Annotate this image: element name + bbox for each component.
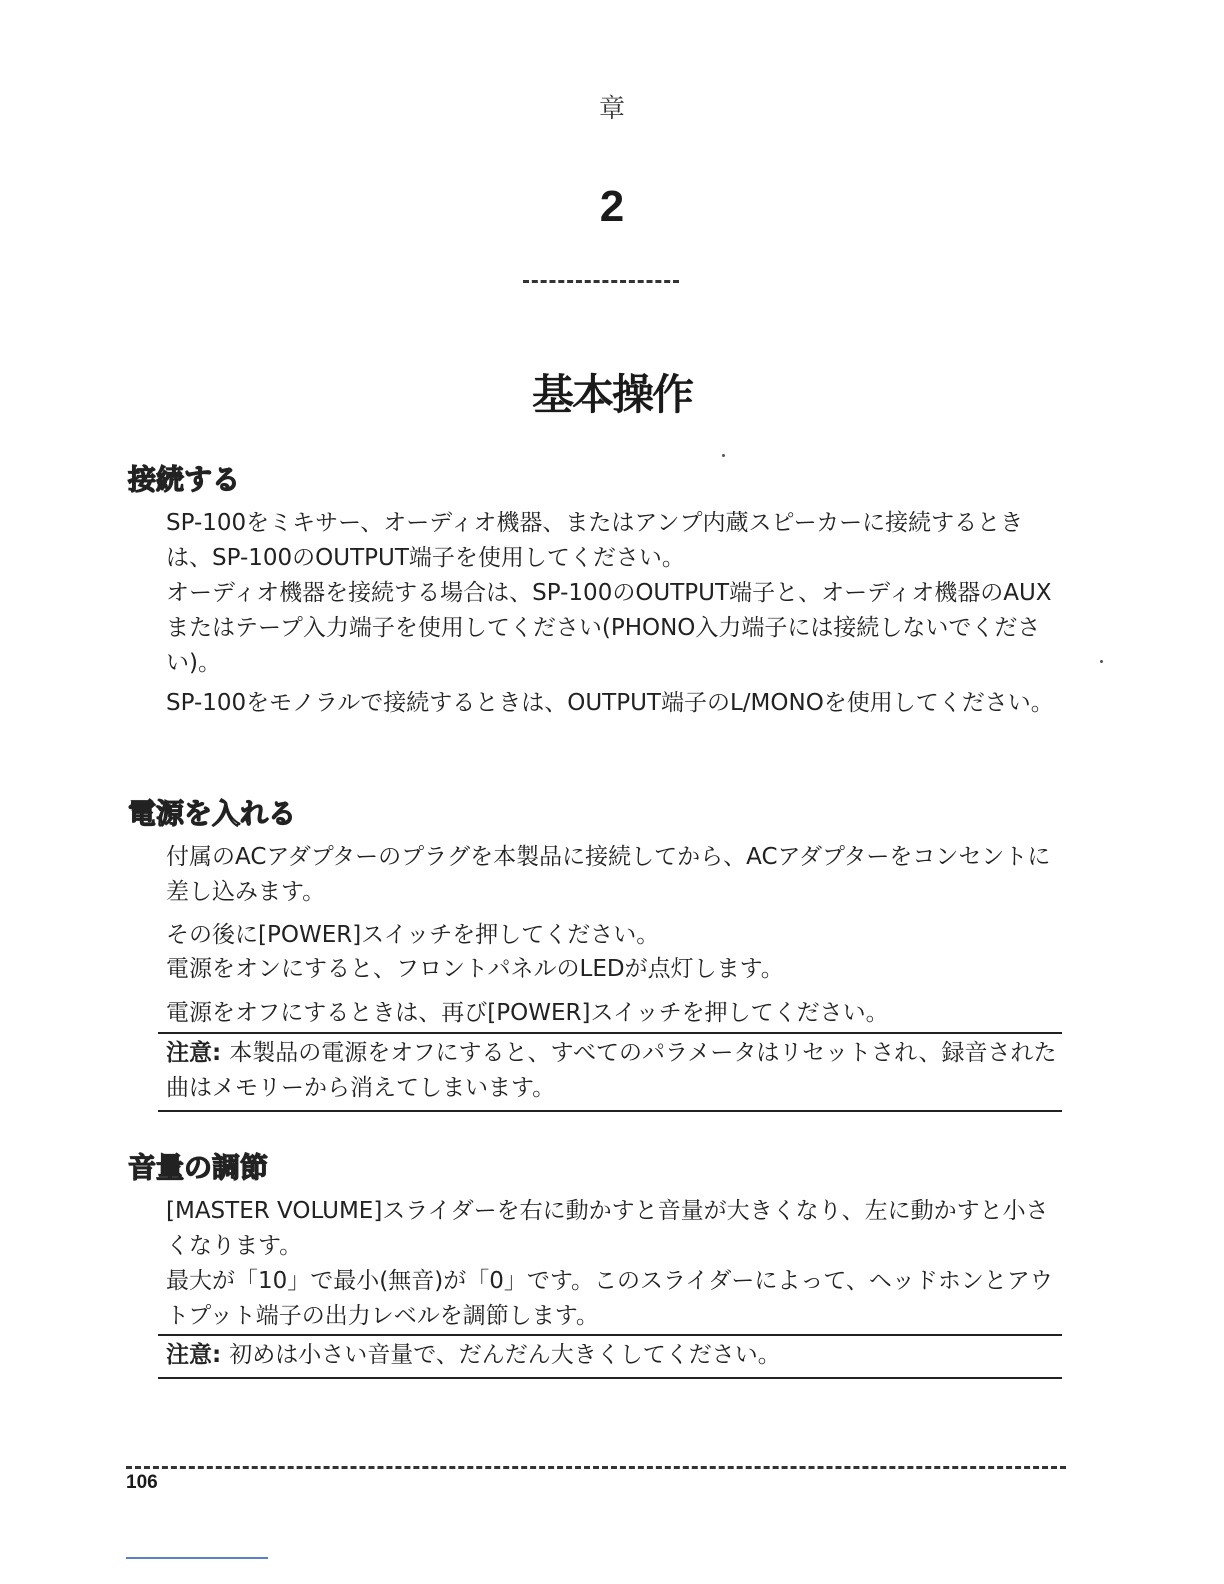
chapter-number: 2: [599, 182, 625, 231]
paragraph-connect-3: SP-100をモノラルで接続するときは、OUTPUT端子のL/MONOを使用してください。: [166, 690, 1054, 716]
paragraph-power-3: 電源をオンにすると、フロントパネルのLEDが点灯します。: [166, 956, 784, 982]
section-heading-power: 電源を入れる: [128, 797, 297, 830]
note-text: 初めは小さい音量で、だんだん大きくしてください。: [229, 1342, 781, 1368]
paragraph-connect-1: SP-100をミキサー、オーディオ機器、またはアンプ内蔵スピーカーに接続するときは、SP-100のOUTPUT端子を使用してください。: [166, 510, 1024, 571]
scan-speck: [1100, 660, 1103, 663]
scan-speck: [722, 454, 725, 457]
paragraph-power-4: 電源をオフにするときは、再び[POWER]スイッチを押してください。: [166, 1000, 889, 1026]
paragraph-volume-1: [MASTER VOLUME]スライダーを右に動かすと音量が大きくなり、左に動かすと小さくなります。: [166, 1198, 1049, 1259]
note-label: 注意:: [166, 1040, 222, 1066]
note-text: 本製品の電源をオフにすると、すべてのパラメータはリセットされ、録音された曲はメモリーから消えてしまいます。: [166, 1040, 1057, 1101]
paragraph-volume-2: 最大が「10」で最小(無音)が「0」です。このスライダーによって、ヘッドホンとアウトプット端子の出力レベルを調節します。: [166, 1268, 1053, 1329]
note-volume: [158, 1334, 1062, 1379]
note-power: [158, 1032, 1062, 1112]
bottom-edge-line: [126, 1557, 268, 1559]
paragraph-power-2: その後に[POWER]スイッチを押してください。: [166, 922, 660, 948]
chapter-divider: [523, 280, 679, 283]
page-number: 106: [126, 1472, 158, 1493]
note-label: 注意:: [166, 1342, 222, 1368]
chapter-title: 基本操作: [531, 370, 692, 419]
paragraph-connect-2: オーディオ機器を接続する場合は、SP-100のOUTPUT端子と、オーディオ機器のAUXまたはテープ入力端子を使用してください(PHONO入力端子には接続しないでください)。: [166, 580, 1052, 676]
chapter-label: 章: [598, 94, 625, 124]
section-heading-connect: 接続する: [128, 463, 241, 496]
footer-divider: [126, 1466, 1066, 1469]
paragraph-power-1: 付属のACアダプターのプラグを本製品に接続してから、ACアダプターをコンセントに差し込みます。: [166, 844, 1051, 905]
section-heading-volume: 音量の調節: [128, 1151, 269, 1184]
